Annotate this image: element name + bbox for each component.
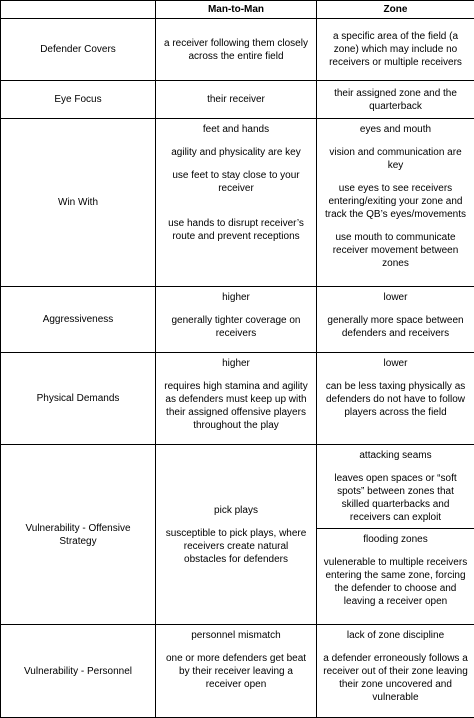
- cell-text: a receiver following them closely across the entire field: [162, 37, 310, 63]
- cell-text: personnel mismatch: [162, 629, 310, 642]
- table-row: [1, 81, 474, 119]
- cell-text: lower: [323, 291, 468, 304]
- man-cell: [156, 19, 317, 81]
- cell-text: flooding zones: [323, 533, 468, 546]
- cell-text: eyes and mouth: [323, 123, 468, 136]
- table-row: [1, 445, 474, 625]
- cell-text: vision and communication are key: [323, 146, 468, 172]
- cell-text: their receiver: [162, 93, 310, 106]
- man-cell: [156, 119, 317, 287]
- header-man-to-man: Man-to-Man: [156, 1, 317, 19]
- zone-cell: [317, 445, 474, 625]
- table-row: [1, 287, 474, 353]
- zone-subblock: [317, 528, 474, 612]
- row-label: Vulnerability - Offensive Strategy: [1, 445, 156, 625]
- cell-text: agility and physicality are key: [162, 146, 310, 159]
- table-row: [1, 625, 474, 718]
- cell-text: use hands to disrupt receiver’s route and prevent receptions: [162, 217, 310, 243]
- row-label: Vulnerability - Personnel: [1, 625, 156, 718]
- cell-text: attacking seams: [323, 449, 468, 462]
- zone-subblock: [317, 445, 474, 528]
- table-row: [1, 119, 474, 287]
- man-cell: [156, 625, 317, 718]
- zone-cell: [317, 625, 474, 718]
- cell-text: pick plays: [162, 504, 310, 517]
- table-row: [1, 353, 474, 445]
- zone-cell: [317, 287, 474, 353]
- zone-cell: [317, 353, 474, 445]
- cell-text: one or more defenders get beat by their receiver leaving a receiver open: [162, 652, 310, 691]
- table-row: [1, 19, 474, 81]
- cell-text: a specific area of the field (a zone) which may include no receivers or multiple receivers: [323, 30, 468, 69]
- cell-text: use mouth to communicate receiver movement between zones: [323, 231, 468, 270]
- man-cell: [156, 445, 317, 625]
- cell-text: use eyes to see receivers entering/exiting your zone and track the QB’s eyes/movements: [323, 182, 468, 221]
- cell-text: a defender erroneously follows a receiver out of their zone leaving their zone uncovered and vulnerable: [323, 652, 468, 704]
- cell-text: higher: [162, 291, 310, 304]
- cell-text: their assigned zone and the quarterback: [323, 87, 468, 113]
- header-empty: [1, 1, 156, 19]
- zone-cell: [317, 81, 474, 119]
- cell-text: use feet to stay close to your receiver: [162, 169, 310, 195]
- header-row: [1, 1, 474, 19]
- row-label: Aggressiveness: [1, 287, 156, 353]
- cell-text: lack of zone discipline: [323, 629, 468, 642]
- man-cell: [156, 353, 317, 445]
- zone-cell: [317, 19, 474, 81]
- row-label: Eye Focus: [1, 81, 156, 119]
- man-cell: [156, 287, 317, 353]
- cell-text: can be less taxing physically as defenders do not have to follow players across the field: [323, 380, 468, 419]
- header-zone: Zone: [317, 1, 474, 19]
- cell-text: generally more space between defenders and receivers: [323, 314, 468, 340]
- cell-text: generally tighter coverage on receivers: [162, 314, 310, 340]
- zone-cell: [317, 119, 474, 287]
- row-label: Physical Demands: [1, 353, 156, 445]
- cell-text: requires high stamina and agility as defenders must keep up with their assigned offensive players throughout the play: [162, 380, 310, 432]
- cell-text: leaves open spaces or “soft spots” between zones that skilled quarterbacks and receivers can exploit: [323, 472, 468, 524]
- row-label: Win With: [1, 119, 156, 287]
- cell-text: vulenerable to multiple receivers entering the same zone, forcing the defender to choose and leaving a receiver open: [323, 556, 468, 608]
- row-label: Defender Covers: [1, 19, 156, 81]
- cell-text: higher: [162, 357, 310, 370]
- cell-text: feet and hands: [162, 123, 310, 136]
- cell-text: lower: [323, 357, 468, 370]
- cell-text: susceptible to pick plays, where receivers create natural obstacles for defenders: [162, 527, 310, 566]
- man-cell: [156, 81, 317, 119]
